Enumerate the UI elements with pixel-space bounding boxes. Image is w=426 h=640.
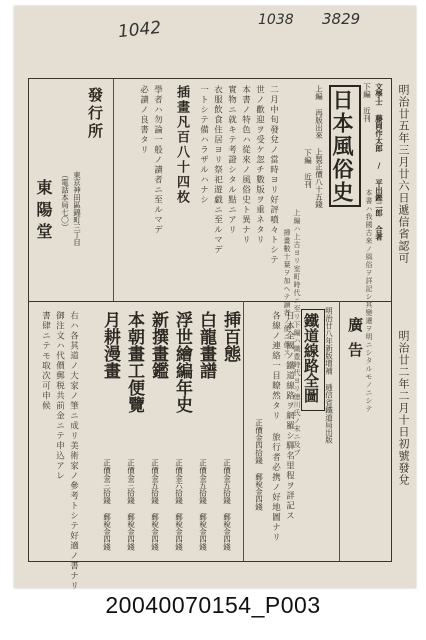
- illustration-count: 插畫凡百八十四枚: [174, 85, 189, 205]
- credits-sub: 下編 近刊: [362, 83, 372, 122]
- advert-divider: [339, 301, 340, 561]
- book-price: 正價金五拾錢 郵稅金四錢: [150, 459, 160, 551]
- handwritten-number-middle: 1038: [258, 12, 294, 28]
- body-column: 必讀ノ良書タリ: [138, 85, 149, 155]
- note-column: 書肆ニテモ取次可申候: [40, 311, 51, 411]
- book-title: 挿百態: [220, 311, 240, 362]
- railway-title: 鐵道線路全圖: [302, 313, 320, 403]
- body-column: 學者ハ勿論一般ノ讀者ニ至ルマデ: [152, 85, 163, 235]
- book-price: 正價金五拾錢 郵稅金四錢: [198, 459, 208, 551]
- publisher-divider: [113, 79, 114, 301]
- book-title: 本朝畫工便覽: [124, 311, 144, 413]
- book-title: 白龍畫譜: [196, 311, 216, 379]
- right-margin-bottom-note: 明治廿二年二月十日初號發兌: [397, 330, 410, 486]
- note-column: 右ハ各其道ノ大家ノ筆ニ成リ美術家ノ參考トシテ好適ノ書ナリ: [68, 311, 79, 591]
- body-column: 本書ノ特色ハ從來ノ風俗史ト異ナリ: [240, 85, 251, 245]
- book-title: 月耕漫畫: [100, 311, 120, 379]
- book-price: 正價金三拾錢 郵稅金四錢: [126, 459, 136, 551]
- body-column: 衣服飲食住居ヨリ祭祀遊戯ニ至ルマデ: [212, 85, 223, 255]
- section-divider: [29, 301, 391, 302]
- book-price: 正價金三拾錢 郵稅金四錢: [102, 459, 112, 551]
- image-caption: 20040070154_P003: [105, 592, 321, 618]
- book-title: 新撰畫鑑: [148, 311, 168, 379]
- publisher-phone: （電話本局七〇）: [60, 171, 70, 231]
- book-price: 正價金六拾錢 郵稅金四錢: [174, 459, 184, 551]
- publisher-label: 發行所: [86, 87, 104, 141]
- railway-column: 日本全國ノ鐵道線路ヲ網羅シ驛名里程ヲ詳記ス: [284, 311, 295, 521]
- body-column: 實物ニ就キテ考證シタル點ニアリ: [226, 85, 237, 235]
- books-divider: [243, 301, 244, 561]
- railway-column: 各線ノ連絡一目瞭然タリ 旅行者必携ノ好地圖ナリ: [270, 311, 281, 543]
- railway-publisher: 明治廿八年新版增補 逓信省鐵道局出版: [324, 307, 334, 444]
- advert-heading: 廣告: [346, 317, 364, 367]
- book-title: 日本風俗史: [330, 89, 355, 204]
- description-line-1: 本書ハ我國古來ノ風俗ヲ詳記シ其變遷ヲ明ニシタルモノニシテ: [365, 189, 373, 413]
- page-frame: [28, 78, 392, 591]
- publisher-address: 東京神田區錦町三丁目: [72, 171, 82, 246]
- book-price: 正價金五拾錢 郵稅金四錢: [222, 459, 232, 551]
- body-column: 二月中旬發兌ノ當時ヨリ好評噴々トシテ: [268, 85, 279, 265]
- handwritten-number-left: 1042: [117, 17, 163, 43]
- body-column: 世ノ歡迎ヲ受ケ忽チ數版ヲ重ネタリ: [254, 85, 265, 245]
- credits: 文學士 藤岡作太郎 / 平出鏗二郎 合著: [374, 83, 384, 241]
- book-title: 浮世繪編年史: [172, 311, 192, 413]
- note-column: 御注文ハ代價郵税共前金ニテ申込アレ: [54, 311, 65, 481]
- title-subline-2: 下編 近刊: [303, 149, 313, 188]
- right-margin-top-note: 明治廿五年三月廿六日遞信省認可: [397, 84, 410, 264]
- handwritten-number-right: 3829: [322, 10, 361, 28]
- railway-price: 正價金四拾錢 郵稅金四錢: [254, 419, 264, 511]
- title-subline-1: 上編 再版出來 上製正價八十五錢: [314, 85, 324, 208]
- publisher-name: 東陽堂: [34, 179, 53, 245]
- description-line-2: 上編ハ上古ヨリ室町時代ニ至リ下編ハ織豊時代ヨリ徳川氏ノ末ニ及ブ: [293, 209, 301, 457]
- body-column: 一トシテ備ハラザルハナシ: [198, 85, 209, 205]
- description-line-3: 挿畫數十葉ヲ加ヘテ讀者ノ便ニ供ス: [283, 229, 291, 357]
